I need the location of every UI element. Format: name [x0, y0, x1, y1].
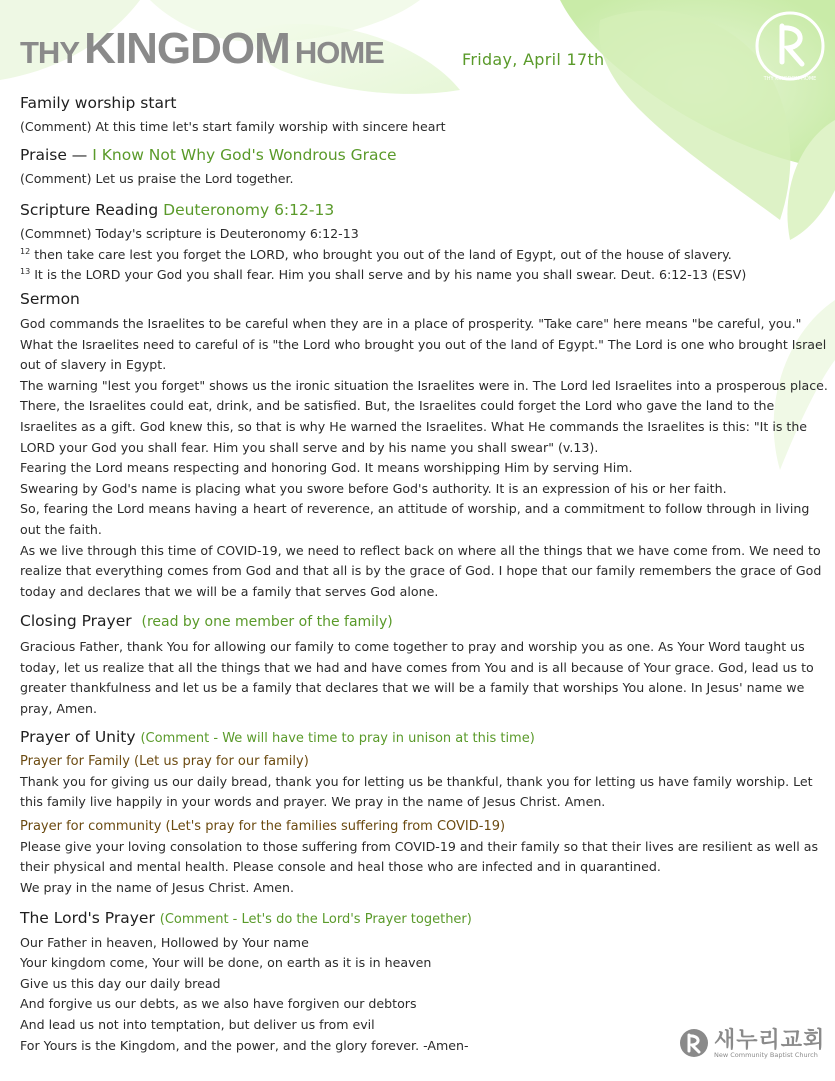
- section-heading-unity: [20, 726, 828, 750]
- title-word-kingdom: KINGDOM: [84, 24, 290, 73]
- sermon-paragraph: So, fearing the Lord means having a heart of reverence, an attitude of worship, and a commitment to follow through in living out the faith.: [20, 501, 810, 537]
- praise-heading-label: Praise: [20, 145, 67, 164]
- section-heading-scripture: [20, 199, 828, 221]
- section-heading-praise: [20, 144, 828, 166]
- verse-text-12: then take care lest you forget the LORD, who brought you out of the land of Egypt, out of the house of slavery.: [30, 246, 732, 262]
- verse-number-12: 12: [20, 246, 31, 256]
- sermon-paragraph: Swearing by God's name is placing what you swore before God's authority. It is an expression of his or her faith.: [20, 480, 727, 496]
- worship-guide: [20, 90, 828, 1056]
- prayer-for-community-closing: We pray in the name of Jesus Christ. Amen.: [20, 880, 294, 896]
- title-word-home: HOME: [294, 35, 384, 70]
- sermon-paragraph: Fearing the Lord means respecting and honoring God. It means worshipping Him by serving Him.: [20, 460, 633, 476]
- masthead-title: [20, 24, 384, 74]
- start-comment: (Comment) At this time let's start family worship with sincere heart: [20, 119, 446, 134]
- scripture-comment: (Commnet) Today's scripture is Deuteronomy 6:12-13: [20, 226, 359, 242]
- lords-prayer-line: Our Father in heaven, Hollowed by Your name: [20, 934, 309, 950]
- closing-note: (read by one member of the family): [141, 614, 393, 631]
- logo-text: THY KINGDOM HOME: [763, 76, 817, 82]
- prayer-for-family-title: Prayer for Family (Let us pray for our family): [20, 753, 309, 769]
- section-heading-closing: [20, 610, 828, 633]
- lords-prayer-line: And lead us not into temptation, but deliver us from evil: [20, 1017, 375, 1032]
- church-name-korean: 새누리교회: [714, 1028, 826, 1053]
- lords-prayer-line: Your kingdom come, Your will be done, on earth as it is in heaven: [20, 955, 432, 971]
- lords-prayer-line: For Yours is the Kingdom, and the power, and the glory forever. -Amen-: [20, 1037, 469, 1053]
- unity-note: (Comment - We will have time to pray in unison at this time): [140, 730, 535, 746]
- closing-heading-label: Closing Prayer: [20, 612, 132, 631]
- unity-heading-label: Prayer of Unity: [20, 727, 136, 746]
- section-heading-sermon: Sermon: [20, 289, 80, 308]
- thy-kingdom-logo-icon: [752, 8, 828, 84]
- lords-prayer-heading-label: The Lord's Prayer: [20, 908, 155, 927]
- verse-number-13: 13: [20, 267, 31, 277]
- sermon-paragraph: The warning "lest you forget" shows us the ironic situation the Israelites were in. The Lord led Israelites into a prosperous place. There, the Israelites could eat, drink, and be satisfied. But, the Israelites could forget the Lord who gave the land to the Israelites as a gift. God knew this, so that is why He warned the Israelites. What He commands the Israelites is this: "It is the LORD your God you shall fear. Him you shall serve and by his name you shall swear" (v.13).: [20, 377, 828, 455]
- prayer-for-community-text: Please give your loving consolation to those suffering from COVID-19 and their family so that their lives are resilient as well as their physical and mental health. Please console and heal those who are infected and in quarantined.: [20, 838, 819, 875]
- scripture-heading-label: Scripture Reading: [20, 201, 159, 220]
- date-label: Friday, April 17th: [462, 50, 605, 69]
- prayer-for-community-title: Prayer for community (Let's pray for the families suffering from COVID-19): [20, 818, 506, 834]
- praise-dash: —: [66, 145, 93, 164]
- verse-text-13: It is the LORD your God you shall fear. Him you shall serve and by his name you shall swear. Deut. 6:12-13 (ESV): [30, 267, 747, 283]
- scripture-verse-12: [20, 245, 828, 266]
- church-logo: [678, 1027, 828, 1063]
- section-heading-start: Family worship start: [20, 94, 177, 112]
- lords-prayer-line: Give us this day our daily bread: [20, 975, 221, 991]
- closing-prayer-text: Gracious Father, thank You for allowing our family to come together to pray and worship you as one. As Your Word taught us today, let us realize that all the things that we had and have comes from You and is all because of Your grace. God, lead us to greater thankfulness and let us be a family that declares that we will be a family that worships You alone. In Jesus' name we pray, Amen.: [20, 639, 814, 717]
- scripture-verse-13: [20, 265, 828, 286]
- praise-song-title: I Know Not Why God's Wondrous Grace: [92, 145, 397, 164]
- sermon-paragraph: God commands the Israelites to be careful when they are in a place of prosperity. "Take care" here means "be careful, you." What the Israelites need to careful of is "the Lord who brought you out of the land of Egypt." The Lord is one who brought Israel out of slavery in Egypt.: [20, 315, 827, 373]
- church-emblem-icon: [678, 1027, 710, 1059]
- section-heading-lords-prayer: [20, 907, 828, 931]
- church-name-english: New Community Baptist Church: [714, 1051, 818, 1059]
- praise-comment: (Comment) Let us praise the Lord together.: [20, 170, 294, 186]
- scripture-reference: Deuteronomy 6:12-13: [163, 201, 335, 220]
- sermon-paragraph: As we live through this time of COVID-19, we need to reflect back on where all the things that we have come from. We need to realize that everything comes from God and that all is by the grace of God. I hope that our family remembers the grace of God today and declares that we will be a family that serves God alone.: [20, 542, 822, 599]
- title-word-thy: THY: [20, 35, 79, 70]
- prayer-for-family-text: Thank you for giving us our daily bread, thank you for letting us be thankful, thank you for letting us have family worship. Let this family live happily in your words and prayer. We pray in the name of Jesus Christ. Amen.: [20, 773, 813, 810]
- lords-prayer-line: And forgive us our debts, as we also have forgiven our debtors: [20, 996, 417, 1012]
- lords-prayer-note: (Comment - Let's do the Lord's Prayer together): [159, 911, 472, 927]
